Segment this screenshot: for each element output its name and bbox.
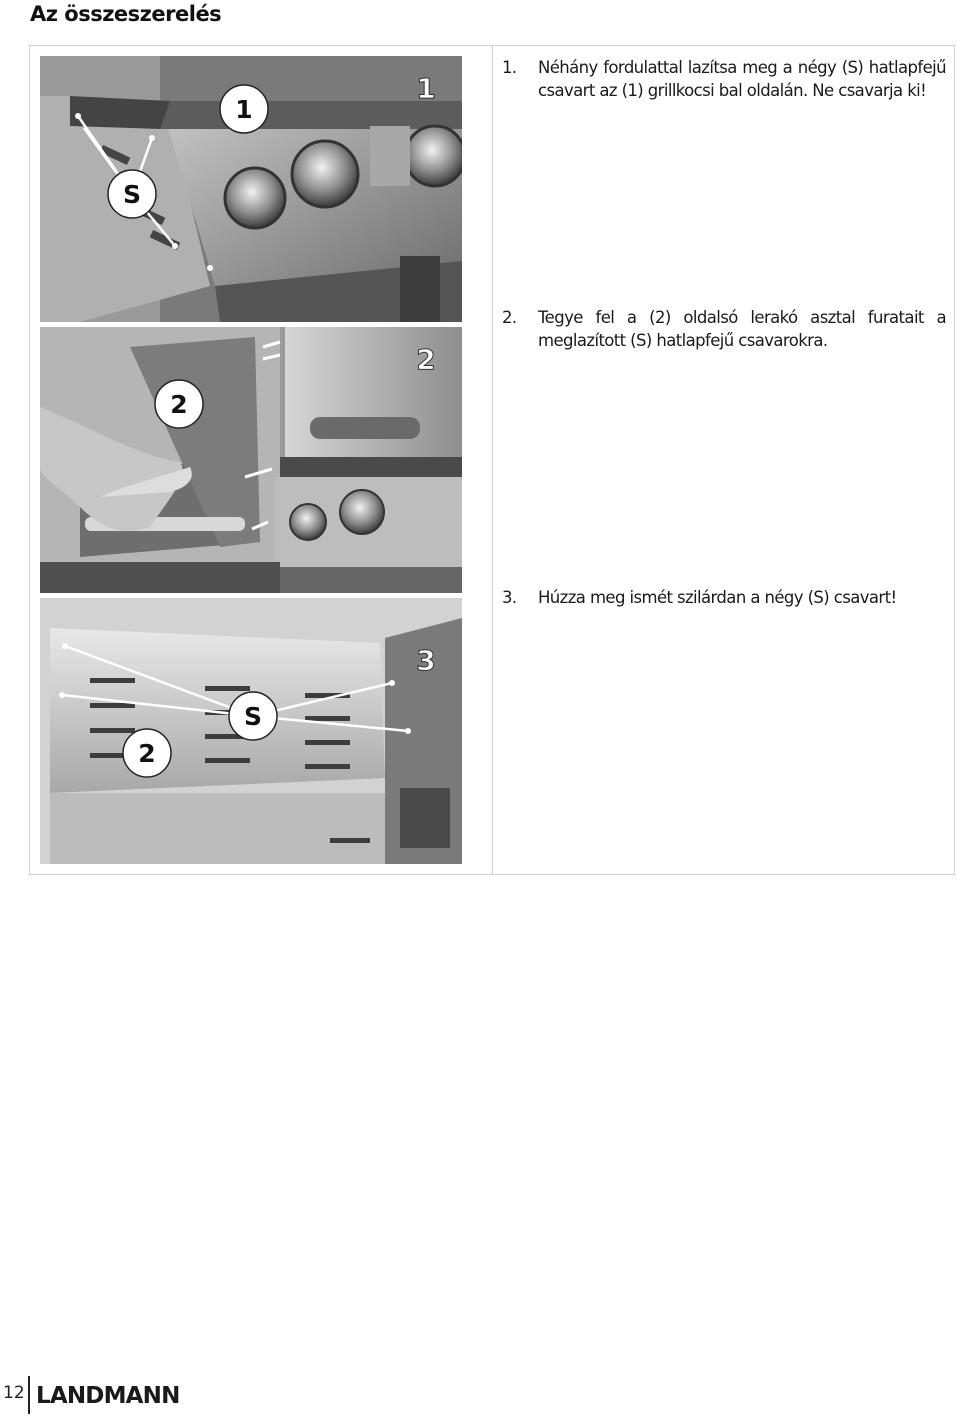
photo-step-1	[40, 56, 462, 322]
step-text: Tegye fel a (2) oldalsó lerakó asztal furatait a meglazított (S) hatlapfejű csavarokra.	[538, 308, 946, 350]
grill-left-side-image	[40, 56, 462, 322]
photo-corner-label: 1	[416, 72, 436, 105]
step-number: 3.	[502, 588, 517, 607]
photo-step-2	[40, 327, 462, 593]
tightened-screws-image	[40, 598, 462, 864]
step-3	[502, 586, 946, 609]
callout-s	[229, 692, 277, 740]
svg-text:1: 1	[235, 95, 253, 124]
step-1	[502, 56, 946, 102]
svg-text:S: S	[122, 180, 142, 209]
side-table-mounting-image	[40, 327, 462, 593]
step-2	[502, 306, 946, 352]
photo-corner-label: 3	[416, 644, 436, 677]
page-number: 12	[3, 1383, 25, 1403]
step-text: Húzza meg ismét szilárdan a négy (S) csavart!	[538, 588, 897, 607]
callout-1	[220, 85, 268, 133]
callout-s	[108, 170, 156, 218]
svg-text:S: S	[243, 702, 263, 731]
brand-logo: LANDMANN	[36, 1383, 180, 1409]
callout-2	[123, 729, 171, 777]
step-number: 2.	[502, 308, 517, 327]
footer-divider	[28, 1376, 30, 1414]
svg-text:2: 2	[170, 390, 188, 419]
callout-2	[155, 380, 203, 428]
svg-text:2: 2	[138, 739, 156, 768]
photo-corner-label: 2	[416, 343, 436, 376]
section-title: Az összeszerelés	[30, 2, 222, 26]
photo-step-3	[40, 598, 462, 864]
step-number: 1.	[502, 58, 517, 77]
frame-divider	[492, 45, 493, 875]
step-text: Néhány fordulattal lazítsa meg a négy (S) hatlapfejű csavart az (1) grillkocsi bal oldalán. Ne csavarja ki!	[538, 58, 946, 100]
